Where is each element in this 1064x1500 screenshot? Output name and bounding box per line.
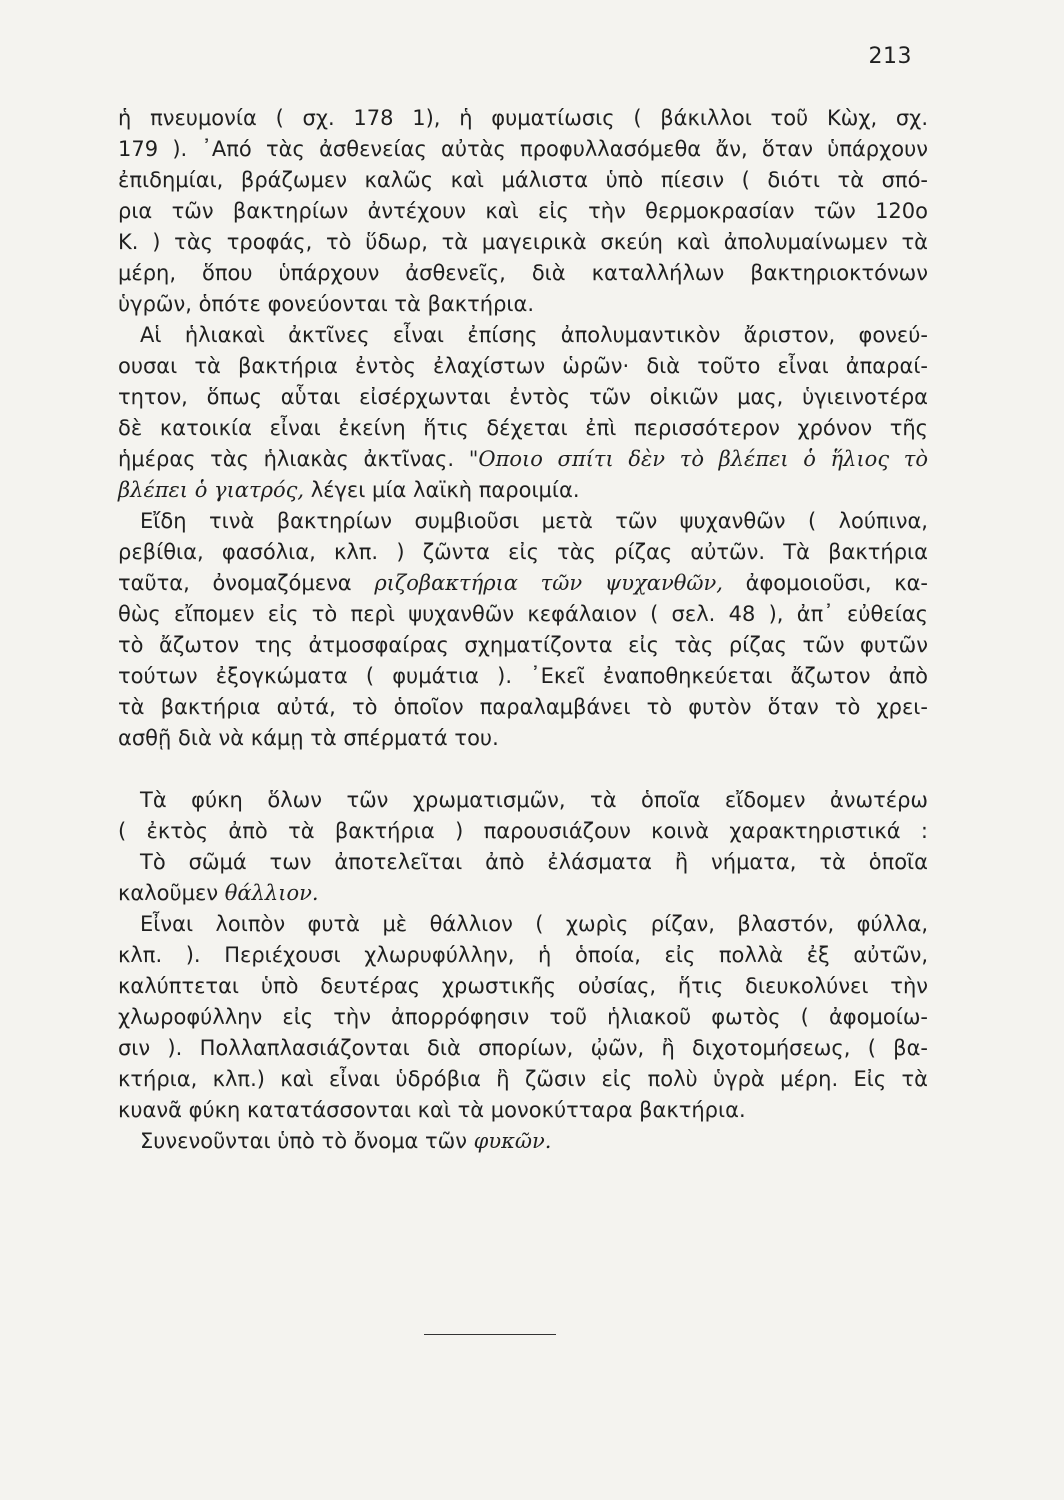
term-italic: φυκῶν.	[473, 1129, 552, 1153]
text-line: ὑγρῶν, ὁπότε φονεύονται τὰ βακτήρια.	[118, 292, 535, 316]
text-line: ασθῇ διὰ νὰ κάμῃ τὰ σπέρματά του.	[118, 726, 499, 750]
paragraph-4	[118, 785, 928, 909]
text-line	[118, 878, 928, 909]
term-italic: θάλλιον.	[224, 881, 319, 905]
text-line: ρια τῶν βακτηρίων ἀντέχουν καὶ εἰς τὴν θερμοκρασίαν τῶν 120ο	[118, 199, 928, 223]
text-segment: καλοῦμεν	[118, 881, 219, 905]
text-line: 179 ). ᾿Από τὰς ἀσθενείας αὐτὰς προφυλλασόμεθα ἄν, ὅταν ὑπάρχουν	[118, 137, 928, 161]
proverb-italic: βλέπει ὁ γιατρός,	[118, 478, 305, 502]
text-line	[118, 444, 928, 475]
text-segment: ταῦτα, ὀνομαζόμενα	[118, 571, 352, 595]
text-line: Εἴδη τινὰ βακτηρίων συμβιοῦσι μετὰ τῶν ψυχανθῶν ( λούπινα,	[140, 509, 928, 533]
text-segment: Συνενοῦνται ὑπὸ τὸ ὄνομα τῶν	[140, 1129, 467, 1153]
text-line	[118, 475, 928, 506]
text-line: ἐπιδημίαι, βράζωμεν καλῶς καὶ μάλιστα ὑπὸ πίεσιν ( διότι τὰ σπό-	[118, 168, 928, 192]
paragraph-3	[118, 506, 928, 754]
text-segment: ἡμέρας τὰς ἡλιακὰς ἀκτῖνας.	[118, 447, 455, 471]
term-italic: ριζοβακτήρια τῶν ψυχανθῶν,	[374, 571, 723, 595]
paragraph-gap	[118, 754, 928, 785]
text-line: δὲ κατοικία εἶναι ἐκείνη ἥτις δέχεται ἐπὶ περισσότερον χρόνον τῆς	[118, 416, 928, 440]
text-line: θὼς εἴπομεν εἰς τὸ περὶ ψυχανθῶν κεφάλαιον ( σελ. 48 ), ἀπ᾿ εὐθείας	[118, 602, 928, 626]
text-line: Εἶναι λοιπὸν φυτὰ μὲ θάλλιον ( χωρὶς ρίζαν, βλαστόν, φύλλα,	[140, 912, 928, 936]
text-line: τούτων ἐξογκώματα ( φυμάτια ). ᾿Εκεῖ ἐναποθηκεύεται ἄζωτον ἀπὸ	[118, 664, 928, 688]
text-line: Κ. ) τὰς τροφάς, τὸ ὕδωρ, τὰ μαγειρικὰ σκεύη καὶ ἀπολυμαίνωμεν τὰ	[118, 230, 928, 254]
text-line: χλωροφύλλην εἰς τὴν ἀπορρόφησιν τοῦ ἡλιακοῦ φωτὸς ( ἀφομοίω-	[118, 1005, 928, 1029]
section-end-rule	[424, 1334, 556, 1335]
paragraph-5	[118, 909, 928, 1126]
paragraph-6	[118, 1126, 928, 1157]
text-line: ἡ πνευμονία ( σχ. 178 1), ἡ φυματίωσις ( βάκιλλοι τοῦ Κὼχ, σχ.	[118, 106, 928, 130]
proverb-italic: "Οποιο σπίτι δὲν τὸ βλέπει ὁ ἥλιος τὸ	[468, 447, 928, 471]
text-line: κλπ. ). Περιέχουσι χλωρυφύλλην, ἡ ὁποία, εἰς πολλὰ ἐξ αὐτῶν,	[118, 943, 928, 967]
text-line: Τὸ σῶμά των ἀποτελεῖται ἀπὸ ἐλάσματα ἢ νήματα, τὰ ὁποῖα	[140, 850, 928, 874]
text-line: σιν ). Πολλαπλασιάζονται διὰ σπορίων, ᾠῶν, ἢ διχοτομήσεως, ( βα-	[118, 1036, 928, 1060]
paragraph-1	[118, 103, 928, 320]
text-line: ρεβίθια, φασόλια, κλπ. ) ζῶντα εἰς τὰς ρίζας αὐτῶν. Τὰ βακτήρια	[118, 540, 928, 564]
text-segment: λέγει μία λαϊκὴ παροιμία.	[310, 478, 580, 502]
text-line: τὸ ἄζωτον της ἀτμοσφαίρας σχηματίζοντα εἰς τὰς ρίζας τῶν φυτῶν	[118, 633, 928, 657]
text-line	[118, 1126, 928, 1157]
text-line: μέρη, ὅπου ὑπάρχουν ἀσθενεῖς, διὰ καταλλήλων βακτηριοκτόνων	[118, 261, 928, 285]
text-line	[118, 568, 928, 599]
text-line: κυανᾶ φύκη κατατάσσονται καὶ τὰ μονοκύτταρα βακτήρια.	[118, 1098, 746, 1122]
body-text	[118, 103, 928, 1157]
text-segment: ἀφομοιοῦσι, κα-	[745, 571, 929, 595]
text-line: τητον, ὅπως αὗται εἰσέρχωνται ἐντὸς τῶν οἰκιῶν μας, ὑγιεινοτέρα	[118, 385, 928, 409]
paragraph-2	[118, 320, 928, 506]
text-line: κτήρια, κλπ.) καὶ εἶναι ὑδρόβια ἢ ζῶσιν εἰς πολὺ ὑγρὰ μέρη. Εἰς τὰ	[118, 1067, 928, 1091]
page-number: 213	[868, 44, 912, 69]
text-line: ( ἐκτὸς ἀπὸ τὰ βακτήρια ) παρουσιάζουν κοινὰ χαρακτηριστικά :	[118, 819, 928, 843]
text-line: Αἱ ἡλιακαὶ ἀκτῖνες εἶναι ἐπίσης ἀπολυμαντικὸν ἄριστον, φονεύ-	[140, 323, 928, 347]
text-line: Τὰ φύκη ὅλων τῶν χρωματισμῶν, τὰ ὁποῖα εἴδομεν ἀνωτέρω	[140, 788, 928, 812]
text-line: τὰ βακτήρια αὐτά, τὸ ὁποῖον παραλαμβάνει τὸ φυτὸν ὅταν τὸ χρει-	[118, 695, 928, 719]
text-line: ουσαι τὰ βακτήρια ἐντὸς ἐλαχίστων ὡρῶν· διὰ τοῦτο εἶναι ἀπαραί-	[118, 354, 928, 378]
text-line: καλύπτεται ὑπὸ δευτέρας χρωστικῆς οὐσίας, ἥτις διευκολύνει τὴν	[118, 974, 928, 998]
